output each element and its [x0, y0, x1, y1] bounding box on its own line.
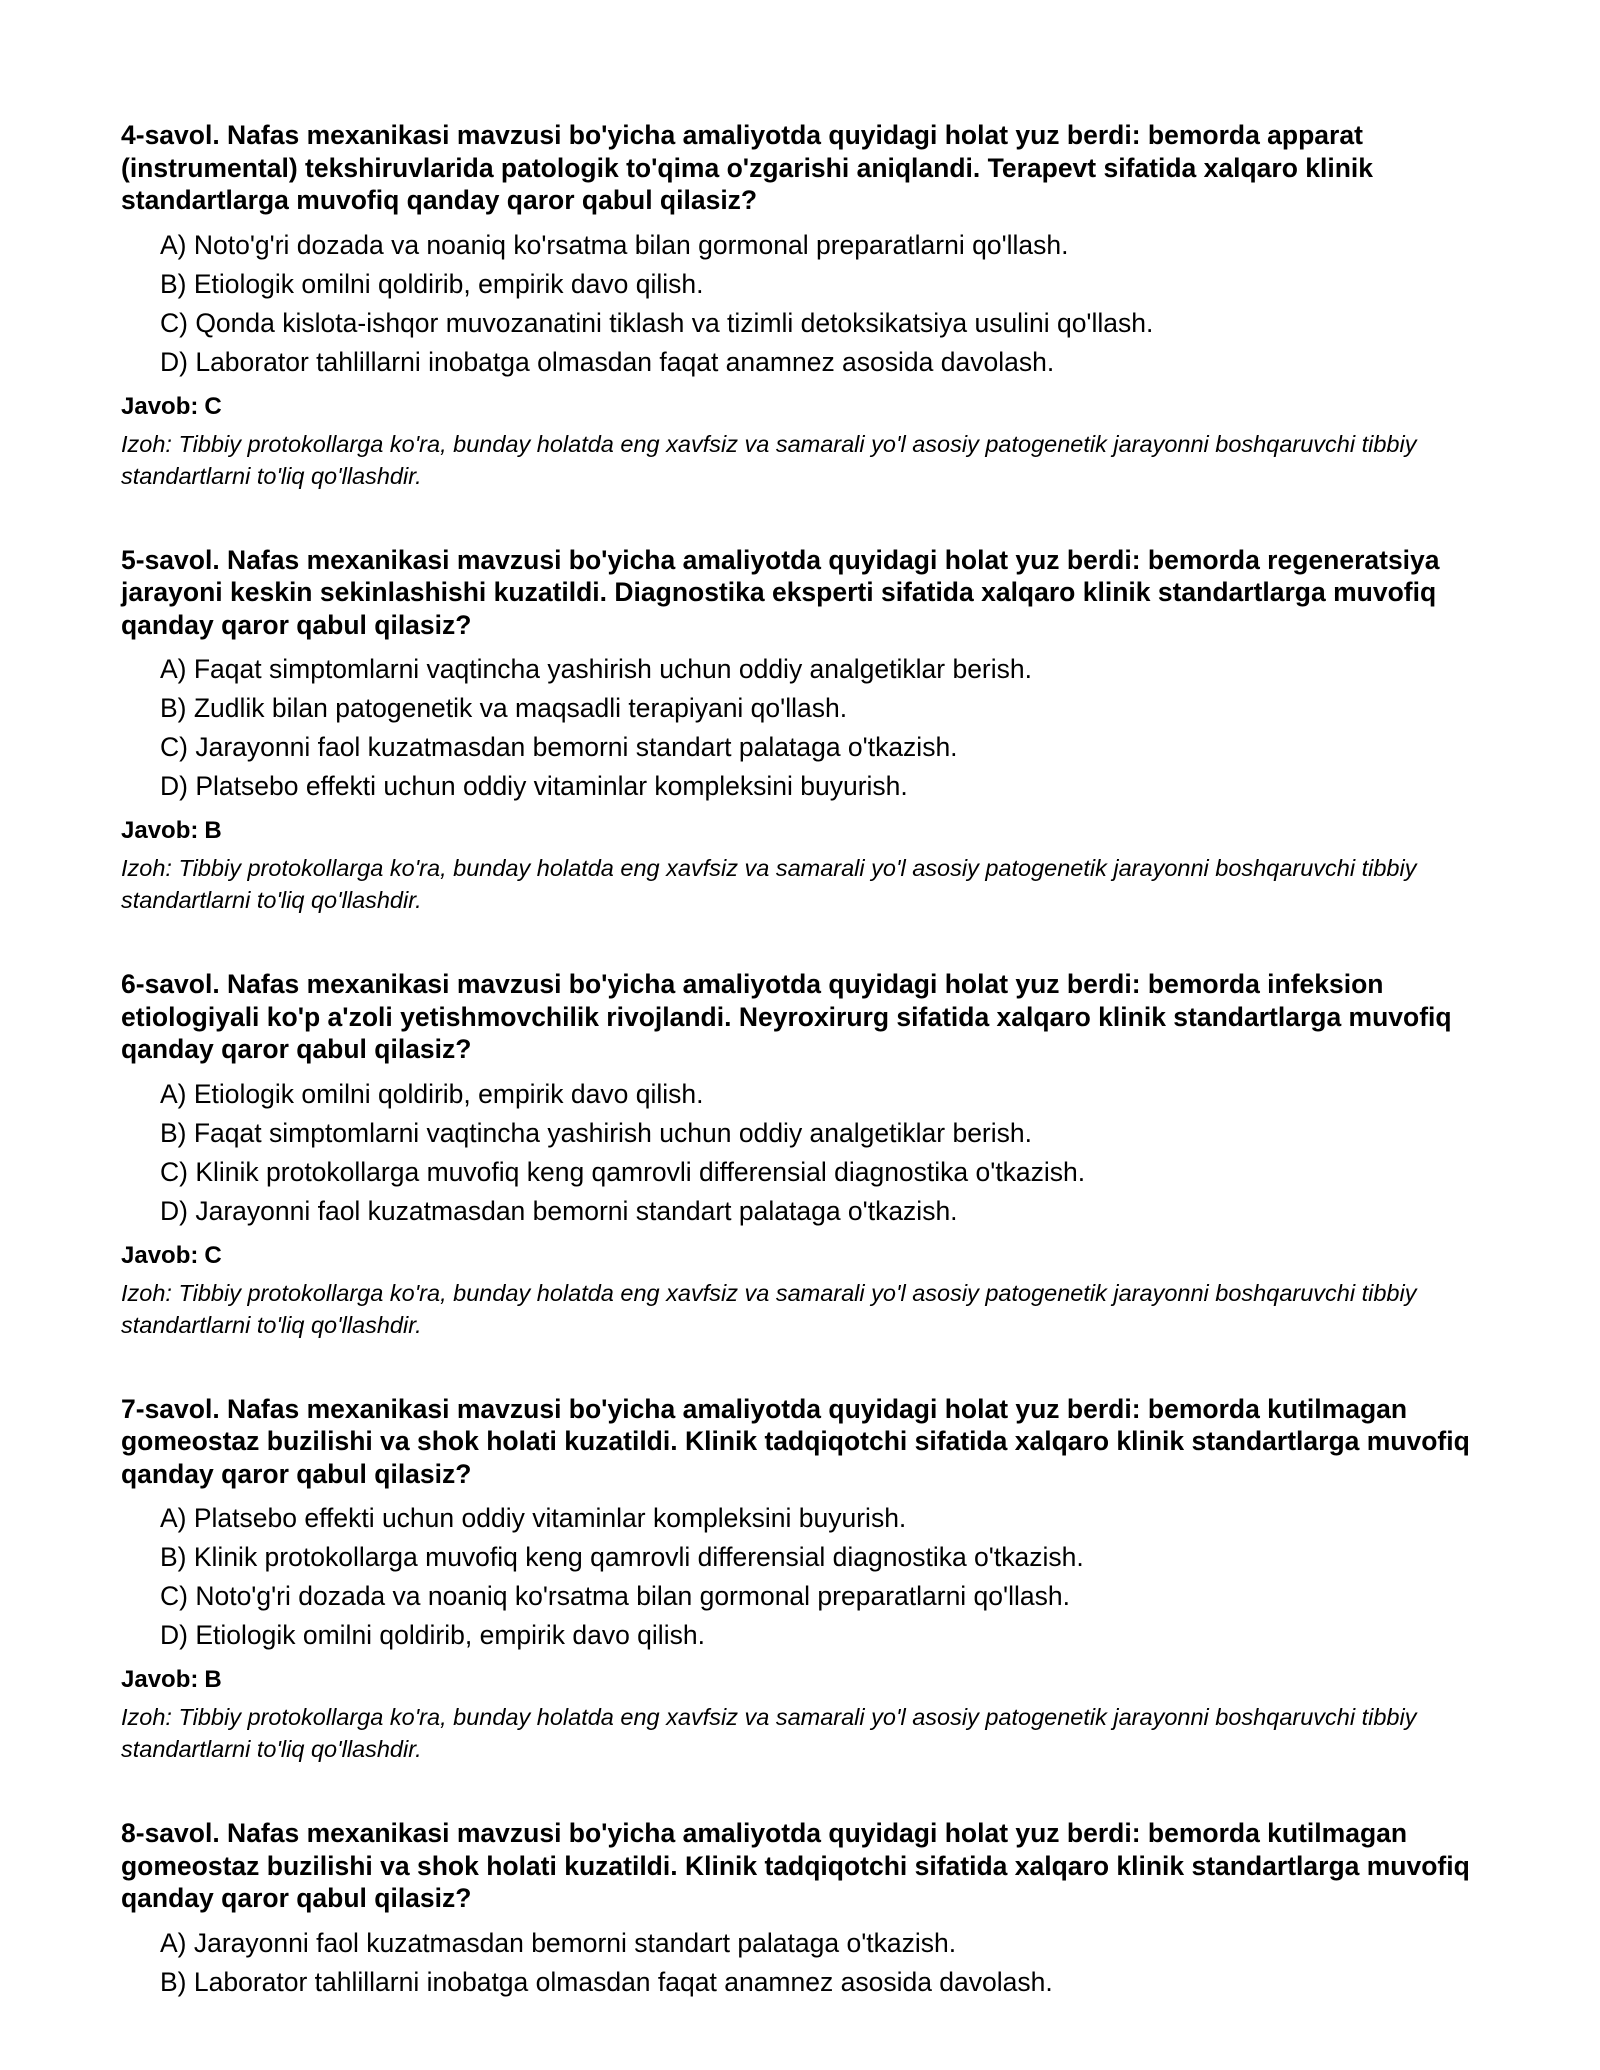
question-text: 5-savol. Nafas mexanikasi mavzusi bo'yicha amaliyotda quyidagi holat yuz berdi: bemorda regeneratsiya jarayoni keskin sekinlashishi kuzatildi. Diagnostika eksperti sifatida xalqaro klinik standartlarga muvofiq qanday qaror qabul qilasiz? — [121, 544, 1440, 640]
answer-label: Javob: — [121, 817, 199, 844]
option-b: B) Klinik protokollarga muvofiq keng qamrovli differensial diagnostika o'tkazish. — [160, 1542, 1084, 1572]
option-d: D) Jarayonni faol kuzatmasdan bemorni standart palataga o'tkazish. — [160, 1195, 958, 1226]
question-block — [121, 119, 1501, 492]
option-a: A) Jarayonni faol kuzatmasdan bemorni standart palataga o'tkazish. — [160, 1927, 957, 1958]
option-d: D) Laborator tahlillarni inobatga olmasdan faqat anamnez asosida davolash. — [160, 346, 1055, 377]
options-list — [121, 650, 1501, 806]
option-c: C) Noto'g'ri dozada va noaniq ko'rsatma bilan gormonal preparatlarni qo'llash. — [160, 1581, 1070, 1611]
answer-line — [121, 1241, 1501, 1271]
question-block — [121, 1393, 1501, 1766]
question-text: 4-savol. Nafas mexanikasi mavzusi bo'yicha amaliyotda quyidagi holat yuz berdi: bemorda apparat (instrumental) tekshiruvlarida patologik to'qima o'zgarishi aniqlandi. Terapevt sifatida xalqaro klinik standartlarga muvofiq qanday qaror qabul qilasiz? — [121, 120, 1373, 215]
option-c: C) Klinik protokollarga muvofiq keng qamrovli differensial diagnostika o'tkazish. — [160, 1156, 1086, 1187]
option-d: D) Etiologik omilni qoldirib, empirik davo qilish. — [160, 1620, 705, 1650]
answer-label: Javob: — [121, 1666, 199, 1693]
answer-label: Javob: — [121, 392, 199, 420]
option-b: B) Zudlik bilan patogenetik va maqsadli terapiyani qo'llash. — [160, 693, 848, 723]
question-text: 8-savol. Nafas mexanikasi mavzusi bo'yicha amaliyotda quyidagi holat yuz berdi: bemorda kutilmagan gomeostaz buzilishi va shok holati kuzatildi. Klinik tadqiqotchi sifatida xalqaro klinik standartlarga muvofiq qanday qaror qabul qilasiz? — [121, 1818, 1470, 1913]
option-a: A) Noto'g'ri dozada va noaniq ko'rsatma bilan gormonal preparatlarni qo'llash. — [160, 229, 1069, 260]
options-list — [121, 1924, 1501, 2002]
option-b: B) Etiologik omilni qoldirib, empirik davo qilish. — [160, 268, 704, 299]
option-c: C) Jarayonni faol kuzatmasdan bemorni standart palataga o'tkazish. — [160, 732, 958, 762]
answer-value: C — [204, 1241, 222, 1269]
answer-value: C — [204, 392, 222, 420]
option-b: B) Faqat simptomlarni vaqtincha yashirish uchun oddiy analgetiklar berish. — [160, 1117, 1032, 1148]
answer-value: B — [204, 1666, 222, 1693]
answer-label: Javob: — [121, 1241, 199, 1269]
question-block — [121, 1817, 1501, 2002]
question-text: 7-savol. Nafas mexanikasi mavzusi bo'yicha amaliyotda quyidagi holat yuz berdi: bemorda kutilmagan gomeostaz buzilishi va shok holati kuzatildi. Klinik tadqiqotchi sifatida xalqaro klinik standartlarga muvofiq qanday qaror qabul qilasiz? — [121, 1393, 1470, 1489]
document-page — [121, 119, 1501, 2054]
explanation-note: Izoh: Tibbiy protokollarga ko'ra, bunday holatda eng xavfsiz va samarali yo'l asosiy patogenetik jarayonni boshqaruvchi tibbiy standartlarni to'liq qo'llashdir. — [121, 855, 1417, 913]
option-a: A) Faqat simptomlarni vaqtincha yashirish uchun oddiy analgetiklar berish. — [160, 654, 1032, 684]
explanation-note: Izoh: Tibbiy protokollarga ko'ra, bunday holatda eng xavfsiz va samarali yo'l asosiy patogenetik jarayonni boshqaruvchi tibbiy standartlarni to'liq qo'llashdir. — [121, 1279, 1417, 1338]
explanation-note: Izoh: Tibbiy protokollarga ko'ra, bunday holatda eng xavfsiz va samarali yo'l asosiy patogenetik jarayonni boshqaruvchi tibbiy standartlarni to'liq qo'llashdir. — [121, 430, 1417, 489]
options-list — [121, 1499, 1501, 1655]
question-text: 6-savol. Nafas mexanikasi mavzusi bo'yicha amaliyotda quyidagi holat yuz berdi: bemorda infeksion etiologiyali ko'p a'zoli yetishmovchilik rivojlandi. Neyroxirurg sifatida xalqaro klinik standartlarga muvofiq qanday qaror qabul qilasiz? — [121, 969, 1452, 1064]
answer-line — [121, 816, 1501, 846]
options-list — [121, 226, 1501, 382]
options-list — [121, 1075, 1501, 1231]
option-c: C) Qonda kislota-ishqor muvozanatini tiklash va tizimli detoksikatsiya usulini qo'llash. — [160, 307, 1154, 338]
answer-value: B — [204, 817, 222, 844]
option-a: A) Etiologik omilni qoldirib, empirik davo qilish. — [160, 1078, 704, 1109]
option-b: B) Laborator tahlillarni inobatga olmasdan faqat anamnez asosida davolash. — [160, 1966, 1053, 1997]
answer-line — [121, 1665, 1501, 1695]
answer-line — [121, 392, 1501, 422]
question-block — [121, 968, 1501, 1341]
explanation-note: Izoh: Tibbiy protokollarga ko'ra, bunday holatda eng xavfsiz va samarali yo'l asosiy patogenetik jarayonni boshqaruvchi tibbiy standartlarni to'liq qo'llashdir. — [121, 1704, 1417, 1762]
option-a: A) Platsebo effekti uchun oddiy vitaminlar kompleksini buyurish. — [160, 1503, 907, 1533]
option-d: D) Platsebo effekti uchun oddiy vitaminlar kompleksini buyurish. — [160, 771, 908, 801]
question-block — [121, 544, 1501, 917]
